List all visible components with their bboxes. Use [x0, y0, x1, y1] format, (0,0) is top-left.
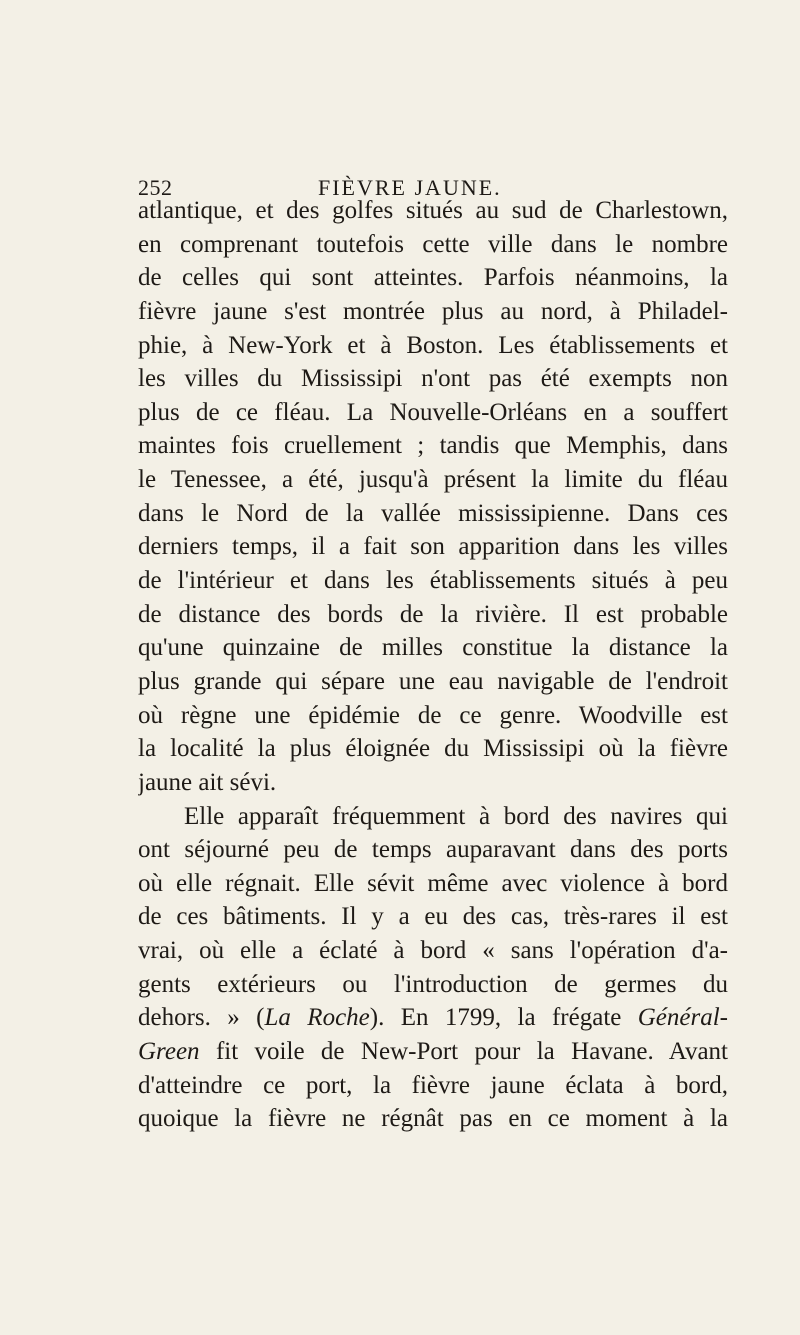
text-line: fièvre jaune s'est montrée plus au nord, à Philadel- [138, 297, 728, 325]
text-line: dans le Nord de la vallée mississipienne. Dans ces [138, 499, 728, 527]
text-line: atlantique, et des golfes situés au sud de Charlestown, [138, 197, 728, 224]
text-line: la localité la plus éloignée du Mississipi où la fièvre [138, 735, 728, 763]
text-line: qu'une quinzaine de milles constitue la distance la [138, 634, 728, 662]
text-line [138, 1001, 728, 1035]
text-line: plus de ce fléau. La Nouvelle-Orléans en a souffert [138, 398, 728, 426]
italic-citation: La Roche [264, 1004, 370, 1032]
text-line: le Tenessee, a été, jusqu'à présent la limite du fléau [138, 466, 728, 494]
page-number: 252 [138, 175, 173, 200]
text-line [138, 1035, 728, 1069]
text-line: phie, à New-York et à Boston. Les établissements et [138, 331, 728, 359]
running-title: FIÈVRE JAUNE. [318, 175, 502, 200]
text-line: ont séjourné peu de temps auparavant dans des ports [138, 836, 728, 864]
italic-ship-name: Général- [637, 1004, 728, 1032]
text-line: derniers temps, il a fait son apparition dans les villes [138, 533, 728, 561]
text-line: vrai, où elle a éclaté à bord « sans l'opération d'a- [138, 937, 728, 965]
body-text [138, 194, 728, 1136]
text-line: gents extérieurs ou l'introduction de germes du [138, 970, 728, 998]
line-text-segment: fit voile de New-Port pour la Havane. Avant [199, 1038, 728, 1066]
text-line: maintes fois cruellement ; tandis que Memphis, dans [138, 432, 728, 460]
text-line: de l'intérieur et dans les établissements situés à peu [138, 567, 728, 595]
paragraph-start-line: Elle apparaît fréquemment à bord des navires qui [184, 802, 728, 830]
text-line: quoique la fièvre ne régnât pas en ce moment à la [138, 1105, 728, 1133]
text-line: où règne une épidémie de ce genre. Woodville est [138, 701, 728, 729]
paragraph-end-line: jaune ait sévi. [138, 768, 277, 796]
italic-ship-name: Green [138, 1038, 200, 1066]
line-text-segment: dehors. » ( [138, 1004, 265, 1032]
text-line: où elle régnait. Elle sévit même avec violence à bord [138, 869, 728, 897]
text-line: de celles qui sont atteintes. Parfois néanmoins, la [138, 264, 728, 292]
text-line: de ces bâtiments. Il y a eu des cas, très-rares il est [138, 903, 728, 931]
text-line: de distance des bords de la rivière. Il est probable [138, 600, 728, 628]
text-line: plus grande qui sépare une eau navigable de l'endroit [138, 667, 728, 695]
text-line: en comprenant toutefois cette ville dans le nombre [138, 230, 728, 258]
line-text-segment: ). En 1799, la frégate [369, 1004, 638, 1032]
text-line: les villes du Mississipi n'ont pas été exempts non [138, 365, 728, 393]
text-line: d'atteindre ce port, la fièvre jaune éclata à bord, [138, 1071, 728, 1099]
